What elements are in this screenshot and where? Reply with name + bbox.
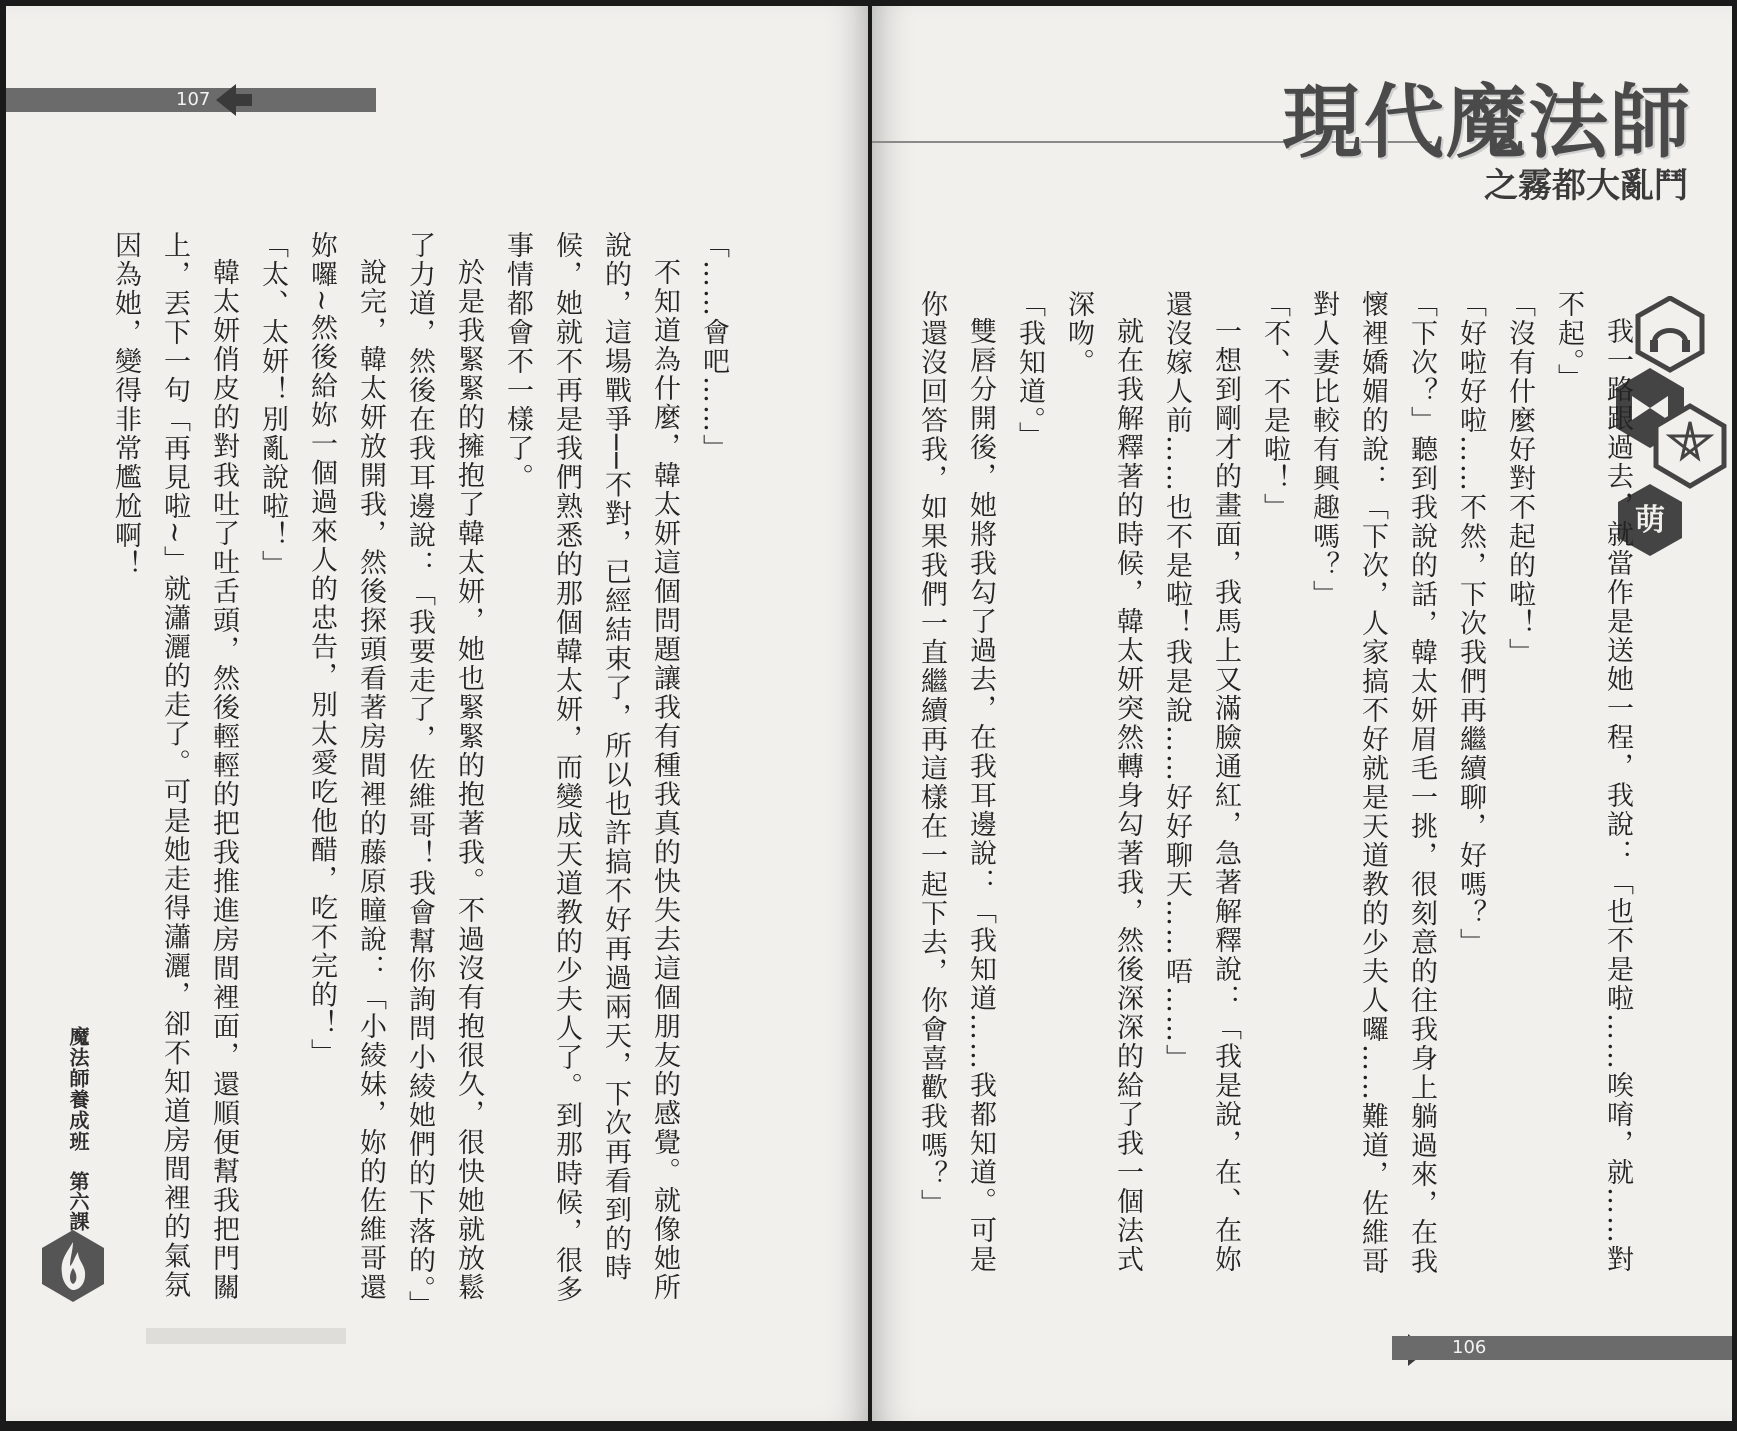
paragraph: 就在我解釋著的時候，韓太妍突然轉身勾著我，然後深深的給了我一個法式深吻。 [1063,290,1143,1274]
paragraph: 韓太妍俏皮的對我吐了吐舌頭，然後輕輕的把我推進房間裡面，還順便幫我把門關上，丟下一句「再見啦~」就瀟灑的走了。可是她走得瀟灑，卻不知道房間裡的氣氛因為她，變得非常尷尬啊！ [110,231,239,1302]
paragraph: 「沒有什麼好對不起的啦！」 [1504,290,1535,667]
paragraph: 「……會吧……」 [698,231,729,463]
paragraph: 「好啦好啦……不然，下次我們再繼續聊，好嗎？」 [1455,290,1486,957]
left-page-text [101,231,738,1320]
paragraph: 「不、不是啦！」 [1259,290,1290,522]
headphones-icon [1638,298,1702,370]
fire-icon [40,1228,106,1304]
paragraph: 「我知道。」 [1014,290,1045,451]
paragraph: 一想到剛才的畫面，我馬上又滿臉通紅，急著解釋說：「我是說，在、在妳還沒嫁人前……也不是啦！我是說……好好聊天……唔……」 [1161,290,1241,1274]
paragraph: 我一路跟過去，就當作是送她一程，我說：「也不是啦……唉唷，就……對不起。」 [1553,290,1633,1274]
paragraph: 說完，韓太妍放開我，然後探頭看著房間裡的藤原瞳說：「小綾妹，妳的佐維哥還妳囉~然後給妳一個過來人的忠告，別太愛吃他醋，吃不完的！」 [306,231,386,1302]
book-title: 魔法師養成班 [66,1026,90,1152]
paragraph: 「太、太妍！別亂說啦！」 [257,231,288,579]
paragraph: 「下次？」聽到我說的話，韓太妍眉毛一挑，很刻意的往我身上躺過來，在我懷裡嬌媚的說：「下次，人家搞不好就是天道教的少夫人囉……難道，佐維哥對人妻比較有興趣嗎？」 [1308,290,1437,1276]
right-page [872,6,1732,1421]
lesson-label: 第六課 [66,1171,90,1231]
paragraph: 於是我緊緊的擁抱了韓太妍，她也緊緊的抱著我。不過沒有抱很久，很快她就放鬆了力道，然後在我耳邊說：「我要走了，佐維哥！我會幫你詢問小綾她們的下落的。」 [404,231,484,1320]
pentagram-icon [1656,406,1724,486]
right-page-text [907,290,1642,1290]
page-number-banner-right [1392,1336,1732,1360]
page-number-right: 106 [1452,1337,1487,1358]
moe-badge-label: 萌 [1635,503,1665,538]
paragraph: 雙唇分開後，她將我勾了過去，在我耳邊說：「我知道……我都知道。可是你還沒回答我，如果我們一直繼續再這樣在一起下去，你會喜歡我嗎？」 [916,290,996,1274]
page-number-left: 107 [176,89,211,110]
footer-strip [146,1328,346,1344]
page-number-banner-left [6,88,376,112]
dagger-icon [216,80,252,120]
paragraph: 不知道為什麼，韓太妍這個問題讓我有種我真的快失去這個朋友的感覺。就像她所說的，這場戰爭──不對，已經結束了，所以也許搞不好再過兩天，下次再看到的時候，她就不再是我們熟悉的那個韓太妍，而變成天道教的少夫人了。到那時候，很多事情都會不一樣了。 [502,231,680,1304]
left-page [6,6,868,1421]
series-subtitle: 之霧都大亂鬥 [1484,166,1688,206]
series-title: 現代魔法師 [1282,76,1692,169]
